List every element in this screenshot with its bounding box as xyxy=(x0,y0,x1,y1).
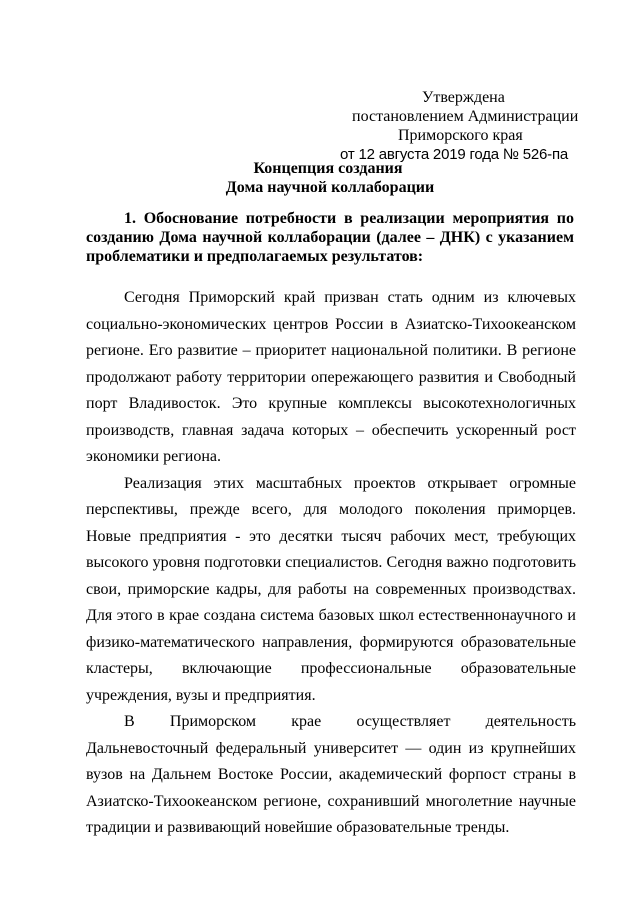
document-title-line-1: Концепция создания xyxy=(253,160,403,177)
document-title-line-2: Дома научной коллаборации xyxy=(225,179,435,196)
paragraph: Реализация этих масштабных проектов открывает огромные перспективы, прежде всего, для молодого поколения приморцев. Новые предприятия - это десятки тысяч рабочих мест, требующих высокого уровня подготовки специалистов. Сегодня важно подготовить свои, приморские кадры, для работы на современных производствах. Для этого в крае создана система базовых школ естественнонаучного и физико-математического направления, формируются образовательные кластеры, включающие профессиональные образовательные учреждения, вузы и предприятия. xyxy=(86,474,576,704)
approval-block xyxy=(340,88,580,164)
paragraph: Сегодня Приморский край призван стать одним из ключевых социально-экономических центров России в Азиатско-Тихоокеанском регионе. Его развитие – приоритет национальной политики. В регионе продолжают работу территории опережающего развития и Свободный порт Владивосток. Это крупные комплексы высокотехнологичных производств, главная задача которых – обеспечить ускоренный рост экономики региона. xyxy=(86,289,576,465)
document-body xyxy=(86,285,576,842)
paragraph: В Приморском крае осуществляет деятельность Дальневосточный федеральный университет — один из крупнейших вузов на Дальнем Востоке России, академический форпост страны в Азиатско-Тихоокеанском регионе, сохранивший многолетние научные традиции и развивающий новейшие образовательные тренды. xyxy=(86,713,576,836)
approval-line-resolution: постановлением Администрации xyxy=(352,108,579,125)
approval-line-region: Приморского края xyxy=(398,127,523,144)
section-heading: 1. Обоснование потребности в реализации мероприятия по созданию Дома научной коллаборации (далее – ДНК) с указанием проблематики и предполагаемых результатов: xyxy=(86,210,574,265)
approval-line-date-number: от 12 августа 2019 года № 526-па xyxy=(340,146,569,163)
approval-line-approved: Утверждена xyxy=(422,89,505,106)
